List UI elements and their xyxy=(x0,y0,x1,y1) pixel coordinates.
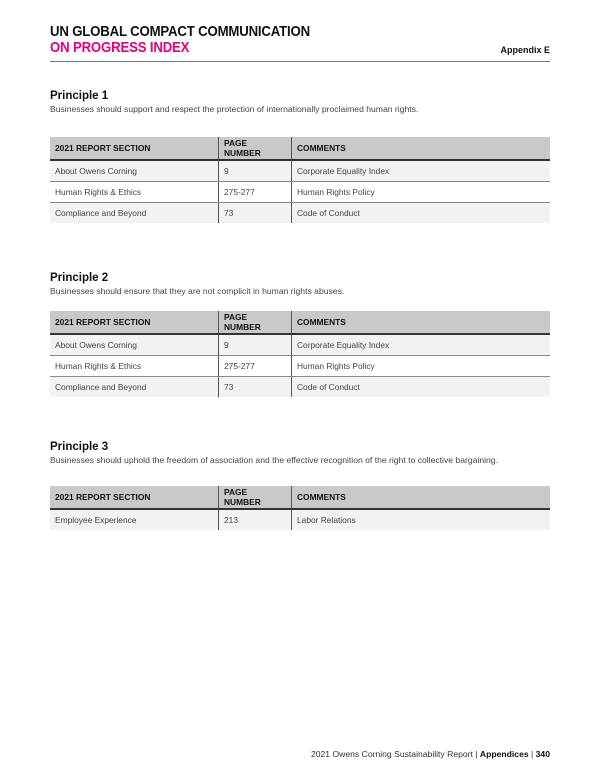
page-number: 340 xyxy=(535,749,550,759)
cell-section: About Owens Corning xyxy=(50,334,219,356)
column-header-comments: COMMENTS xyxy=(292,311,551,334)
principle-title: Principle 1 xyxy=(50,90,109,102)
column-header-comments: COMMENTS xyxy=(292,486,551,509)
cell-section: About Owens Corning xyxy=(50,160,219,182)
cell-page: 73 xyxy=(219,203,292,224)
table-row xyxy=(50,203,550,224)
column-header-section: 2021 REPORT SECTION xyxy=(50,137,219,160)
cell-page: 73 xyxy=(219,377,292,398)
cell-comment: Labor Relations xyxy=(292,509,551,530)
table-row xyxy=(50,509,550,530)
principle-description: Businesses should uphold the freedom of association and the effective recognition of the right to collective bargaining. xyxy=(50,455,498,465)
table-row xyxy=(50,356,550,377)
cell-comment: Human Rights Policy xyxy=(292,182,551,203)
cell-page: 275-277 xyxy=(219,356,292,377)
page-header xyxy=(50,24,550,56)
table-row xyxy=(50,160,550,182)
page-title-line1: UN GLOBAL COMPACT COMMUNICATION xyxy=(50,23,310,40)
cell-page: 275-277 xyxy=(219,182,292,203)
table-row xyxy=(50,182,550,203)
cell-section: Human Rights & Ethics xyxy=(50,182,219,203)
appendix-label: Appendix E xyxy=(500,45,550,55)
page-footer xyxy=(311,749,550,759)
column-header-section: 2021 REPORT SECTION xyxy=(50,311,219,334)
cell-section: Employee Experience xyxy=(50,509,219,530)
footer-separator: | xyxy=(528,749,536,759)
principle-1-table xyxy=(50,137,550,223)
cell-section: Compliance and Beyond xyxy=(50,377,219,398)
page-title-line2: ON PROGRESS INDEX xyxy=(50,39,190,56)
footer-report-title: 2021 Owens Corning Sustainability Report | xyxy=(310,749,480,759)
principle-2 xyxy=(50,271,550,297)
principle-2-table xyxy=(50,311,550,397)
cell-comment: Human Rights Policy xyxy=(292,356,551,377)
cell-comment: Code of Conduct xyxy=(292,377,551,398)
table-header-row xyxy=(50,486,550,509)
table-row xyxy=(50,377,550,398)
principle-title: Principle 2 xyxy=(50,272,109,284)
column-header-comments: COMMENTS xyxy=(292,137,551,160)
table-header-row xyxy=(50,311,550,334)
principle-3 xyxy=(50,440,550,466)
cell-comment: Code of Conduct xyxy=(292,203,551,224)
principle-description: Businesses should ensure that they are not complicit in human rights abuses. xyxy=(50,286,345,296)
principle-title: Principle 3 xyxy=(50,441,109,453)
column-header-page: PAGE NUMBER xyxy=(219,137,292,160)
table-header-row xyxy=(50,137,550,160)
column-header-page: PAGE NUMBER xyxy=(219,486,292,509)
cell-page: 213 xyxy=(219,509,292,530)
principle-description: Businesses should support and respect the protection of internationally proclaimed human rights. xyxy=(50,104,419,114)
principle-1 xyxy=(50,89,550,115)
table-row xyxy=(50,334,550,356)
column-header-section: 2021 REPORT SECTION xyxy=(50,486,219,509)
cell-page: 9 xyxy=(219,160,292,182)
header-divider xyxy=(50,61,550,62)
cell-section: Human Rights & Ethics xyxy=(50,356,219,377)
cell-comment: Corporate Equality Index xyxy=(292,160,551,182)
cell-page: 9 xyxy=(219,334,292,356)
footer-section: Appendices xyxy=(479,749,529,759)
column-header-page: PAGE NUMBER xyxy=(219,311,292,334)
cell-comment: Corporate Equality Index xyxy=(292,334,551,356)
cell-section: Compliance and Beyond xyxy=(50,203,219,224)
principle-3-table xyxy=(50,486,550,530)
